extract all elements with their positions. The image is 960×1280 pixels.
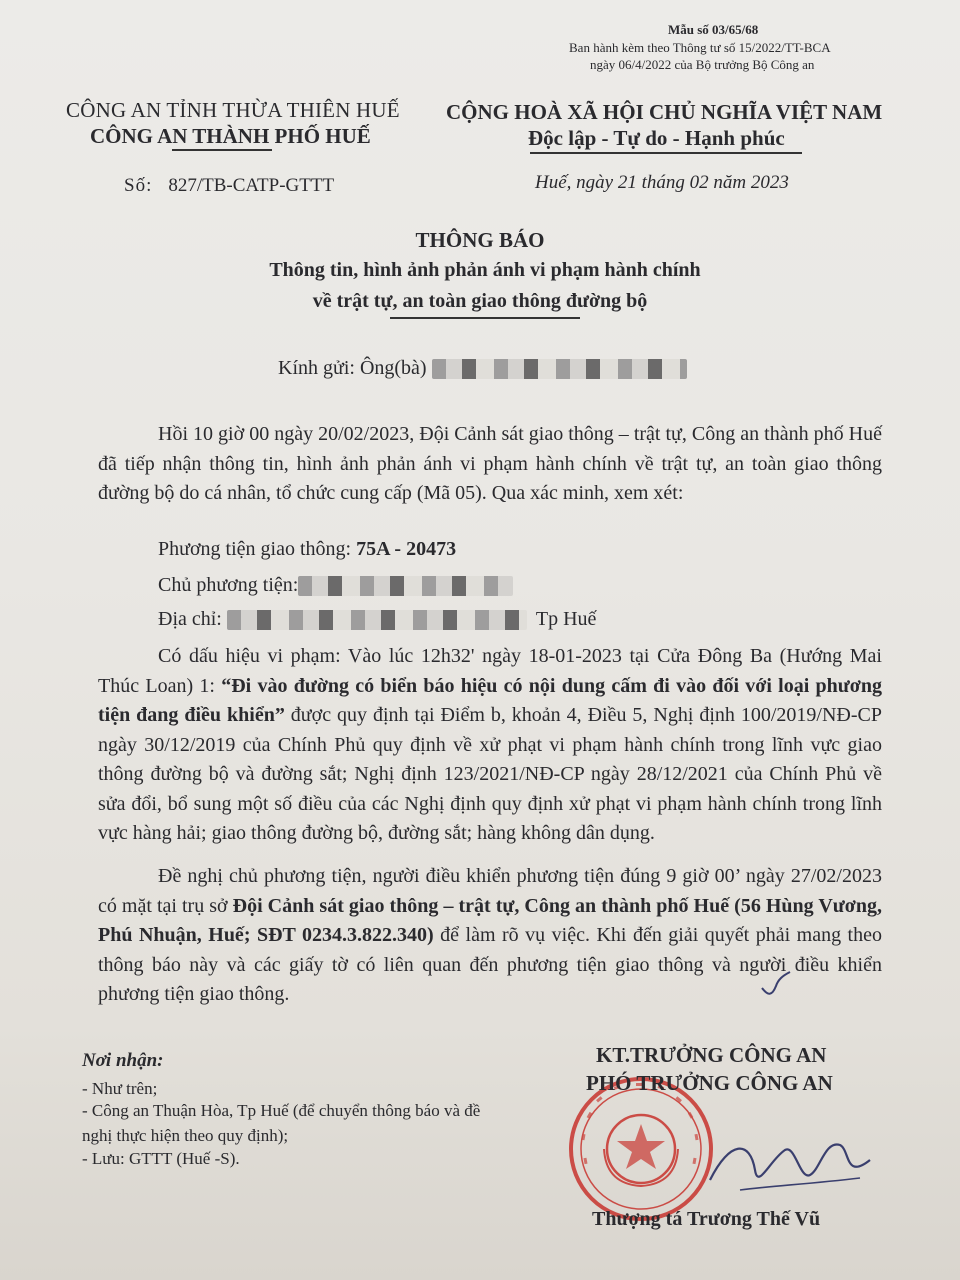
document-number bbox=[124, 175, 334, 197]
recipients-title: Nơi nhận: bbox=[82, 1050, 164, 1071]
signature-authority-line-2: PHÓ TRƯỞNG CÔNG AN bbox=[586, 1071, 833, 1095]
summons-rest: để làm rõ vụ việc. Khi đến giải quyết phải mang theo thông báo này và các giấy tờ có liên quan đến phương tiện giao thông và người điều khiển phương tiện giao thông. bbox=[98, 924, 882, 1005]
agency-name: CÔNG AN THÀNH PHỐ HUẾ bbox=[90, 124, 371, 148]
document-subtitle-1: Thông tin, hình ảnh phản ánh vi phạm hành chính bbox=[269, 259, 701, 281]
title-underline bbox=[390, 317, 580, 319]
vehicle-field bbox=[158, 538, 456, 561]
redacted-recipient-name bbox=[432, 359, 687, 379]
address-label: Địa chỉ: bbox=[158, 608, 222, 630]
violation-legal-basis: được quy định tại Điểm b, khoản 4, Điều 5, Nghị định 100/2019/NĐ-CP ngày 30/12/2019 của Chính Phủ quy định về xử phạt vi phạm hành chính trong lĩnh vực giao thông đường bộ và đường sắt; Nghị định 123/2021/NĐ-CP ngày 28/12/2021 của Chính Phủ về sửa đổi, bổ sung một số điều của các Nghị định quy định xử phạt vi phạm hành chính trong lĩnh vực hàng hải; giao thông đường bộ, đường sắt; hàng không dân dụng. bbox=[98, 704, 882, 844]
signature-authority-line-1: KT.TRƯỞNG CÔNG AN bbox=[596, 1043, 827, 1067]
official-seal-icon bbox=[566, 1074, 716, 1224]
document-subtitle-2: về trật tự, an toàn giao thông đường bộ bbox=[312, 290, 648, 312]
signer-name: Thượng tá Trương Thế Vũ bbox=[592, 1208, 821, 1230]
greeting-label: Kính gửi: Ông(bà) bbox=[278, 357, 427, 379]
recipient-item-3: - Lưu: GTTT (Huế -S). bbox=[82, 1149, 240, 1168]
address-city: Tp Huế bbox=[535, 608, 597, 630]
vehicle-plate: 75A - 20473 bbox=[356, 538, 457, 560]
greeting bbox=[278, 357, 687, 380]
summons-intro: Đề nghị chủ phương tiện, người điều khiển phương tiện đúng 9 giờ 00’ ngày 27/02/2023 có mặt tại trụ sở bbox=[98, 865, 882, 917]
nation-name: CỘNG HOÀ XÃ HỘI CHỦ NGHĨA VIỆT NAM bbox=[446, 100, 883, 124]
paragraph-intro: Hồi 10 giờ 00 ngày 20/02/2023, Đội Cảnh sát giao thông – trật tự, Công an thành phố Huế đã tiếp nhận thông tin, hình ảnh phản ánh vi phạm hành chính về trật tự, an toàn giao thông đường bộ do cá nhân, tổ chức cung cấp (Mã 05). Qua xác minh, xem xét: bbox=[98, 423, 882, 504]
vehicle-label: Phương tiện giao thông: bbox=[158, 538, 352, 560]
redacted-owner-name bbox=[298, 576, 513, 596]
handwritten-signature-icon bbox=[700, 1120, 880, 1210]
nation-motto: Độc lập - Tự do - Hạnh phúc bbox=[528, 126, 785, 150]
address-field bbox=[158, 608, 596, 631]
agency-underline bbox=[172, 149, 272, 151]
document-number-value: 827/TB-CATP-GTTT bbox=[168, 175, 335, 196]
summons-place: Đội Cảnh sát giao thông – trật tự, Công an thành phố Huế (56 Hùng Vương, Phú Nhuận, Huế; SĐT 0234.3.822.340) bbox=[98, 894, 882, 946]
agency-parent: CÔNG AN TỈNH THỪA THIÊN HUẾ bbox=[66, 98, 400, 122]
paragraph-violation bbox=[98, 642, 882, 849]
violation-intro: Có dấu hiệu vi phạm: Vào lúc 12h32' ngày 18-01-2023 tại Cửa Đông Ba (Hướng Mai Thúc Loan) 1: bbox=[98, 645, 882, 697]
recipient-item-2: - Công an Thuận Hòa, Tp Huế (để chuyển thông báo và đề nghị thực hiện theo quy định); bbox=[82, 1101, 481, 1145]
recipient-item-1: - Như trên; bbox=[82, 1079, 158, 1098]
form-issued-date: ngày 06/4/2022 của Bộ trưởng Bộ Công an bbox=[590, 57, 815, 72]
owner-field bbox=[158, 574, 513, 597]
redacted-address bbox=[227, 610, 527, 630]
owner-label: Chủ phương tiện: bbox=[158, 574, 299, 596]
form-issued-with: Ban hành kèm theo Thông tư số 15/2022/TT-BCA bbox=[569, 40, 831, 55]
document-title: THÔNG BÁO bbox=[415, 228, 545, 252]
document-number-label: Số: bbox=[124, 175, 153, 196]
motto-underline bbox=[530, 152, 802, 154]
place-date: Huế, ngày 21 tháng 02 năm 2023 bbox=[535, 172, 789, 193]
form-number: Mẫu số 03/65/68 bbox=[668, 22, 759, 37]
violation-description: “Đi vào đường có biển báo hiệu có nội dung cấm đi vào đối với loại phương tiện đang điều khiển” bbox=[98, 674, 882, 726]
initial-mark-icon bbox=[760, 970, 794, 998]
